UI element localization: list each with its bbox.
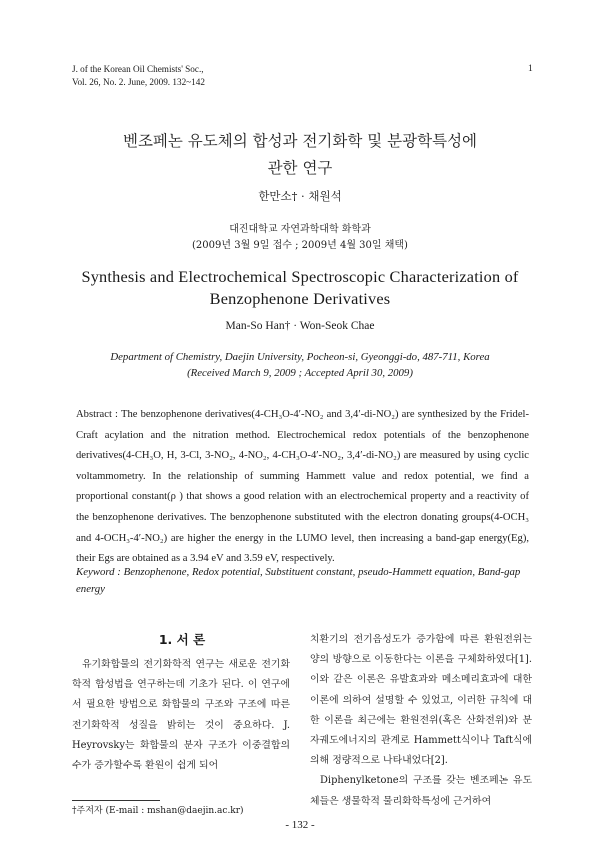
korean-affiliation-block [0, 222, 600, 254]
korean-authors: 한만소† · 채원석 [258, 189, 342, 203]
abstract-label: Abstract : [76, 409, 118, 420]
keyword-text: Benzophenone, Redox potential, Substituent constant, pseudo-Hammett equation, Band-gap energy [76, 566, 521, 595]
journal-citation [72, 63, 205, 89]
page-number-bottom: - 132 - [285, 819, 315, 831]
korean-dates: (2009년 3월 9일 접수 ; 2009년 4월 30일 채택) [192, 240, 408, 251]
journal-line-1: J. of the Korean Oil Chemists' Soc., [72, 64, 204, 74]
keyword-label: Keyword : [76, 566, 121, 578]
english-dates: (Received March 9, 2009 ; Accepted April 30, 2009) [187, 367, 413, 379]
korean-title-line-2: 관한 연구 [267, 159, 333, 177]
abstract-text: The benzophenone derivatives(4-CH₃O-4′-NO₂ and 3,4′-di-NO₂) are synthesized by the Fridel-Craft acylation and the nitration method. Electrochemical redox potentials of the benzophenone derivatives(4-CH₃O, H, 3-Cl, 3-NO₂, 4-NO₂, 4-CH₃O-4′-NO₂, 3,4′-di-NO₂) are measured by using cyclic voltammometry. In the relationship of summing Hammett value and redox potential, we find a proportional constant(ρ ) that shows a good relation with an electrochemical property and a reactivity of the benzophenone derivatives. The benzophenone substituted with the electron donating groups(4-OCH₃ and 4-OCH₃-4′-NO₂) are higher the energy in the LUMO level, then increasing a band-gap energy(Eg), their Egs are obtained as a 3.94 eV and 3.59 eV, respectively. [76, 409, 529, 565]
english-title [40, 266, 560, 310]
journal-line-2: Vol. 26, No. 2. June, 2009. 132~142 [72, 77, 205, 87]
korean-title [60, 128, 540, 182]
footnote-divider [72, 800, 160, 801]
keywords [76, 564, 536, 597]
body-column-right [310, 630, 532, 812]
english-title-line-2: Benzophenone Derivatives [209, 289, 391, 308]
intro-paragraph-2: Diphenylketone의 구조를 갖는 벤조페논 유도체들은 생물학적 물리화학특성에 근거하여 [310, 775, 532, 807]
english-affiliation-block [0, 349, 600, 381]
korean-title-line-1: 벤조페논 유도체의 합성과 전기화학 및 분광학특성에 [122, 132, 478, 150]
english-title-line-1: Synthesis and Electrochemical Spectroscopic Characterization of [81, 267, 519, 286]
english-authors: Man-So Han† · Won-Seok Chae [225, 320, 375, 332]
page-number-top: 1 [528, 64, 533, 74]
abstract [76, 405, 529, 570]
corresponding-author-footnote: †주저자 (E-mail : mshan@daejin.ac.kr) [72, 806, 244, 816]
english-affiliation: Department of Chemistry, Daejin University, Pocheon-si, Gyeonggi-do, 487-711, Korea [110, 351, 490, 363]
intro-paragraph-1: 유기화합물의 전기화학적 연구는 새로운 전기화학적 합성법을 연구하는데 기초가 된다. 이 연구에서 필요한 방법으로 화합물의 구조와 구조에 따른 전기화학적 성질을 밝히는 것이 중요하다. J. Heyrovsky는 화합물의 분자 구조가 이중결합의 수가 증가할수록 환원이 쉽게 되어 [72, 659, 290, 772]
intro-paragraph-1-continued: 치환기의 전기음성도가 증가함에 따른 환원전위는 양의 방향으로 이동한다는 이론을 구체화하였다[1]. 이와 같은 이론은 유발효과와 메소메리효과에 대한 이론에 의하여 설명할 수 있었고, 이러한 규칙에 대한 이론을 최근에는 환원전위(혹은 산화전위)와 분자궤도에너지의 관계로 Hammett식이나 Taft식에 의해 정량적으로 나타내었다[2]. [310, 634, 532, 767]
korean-affiliation: 대진대학교 자연과학대학 화학과 [229, 224, 371, 235]
section-heading-introduction: 1. 서 론 [158, 632, 206, 647]
body-column-left [72, 655, 290, 776]
